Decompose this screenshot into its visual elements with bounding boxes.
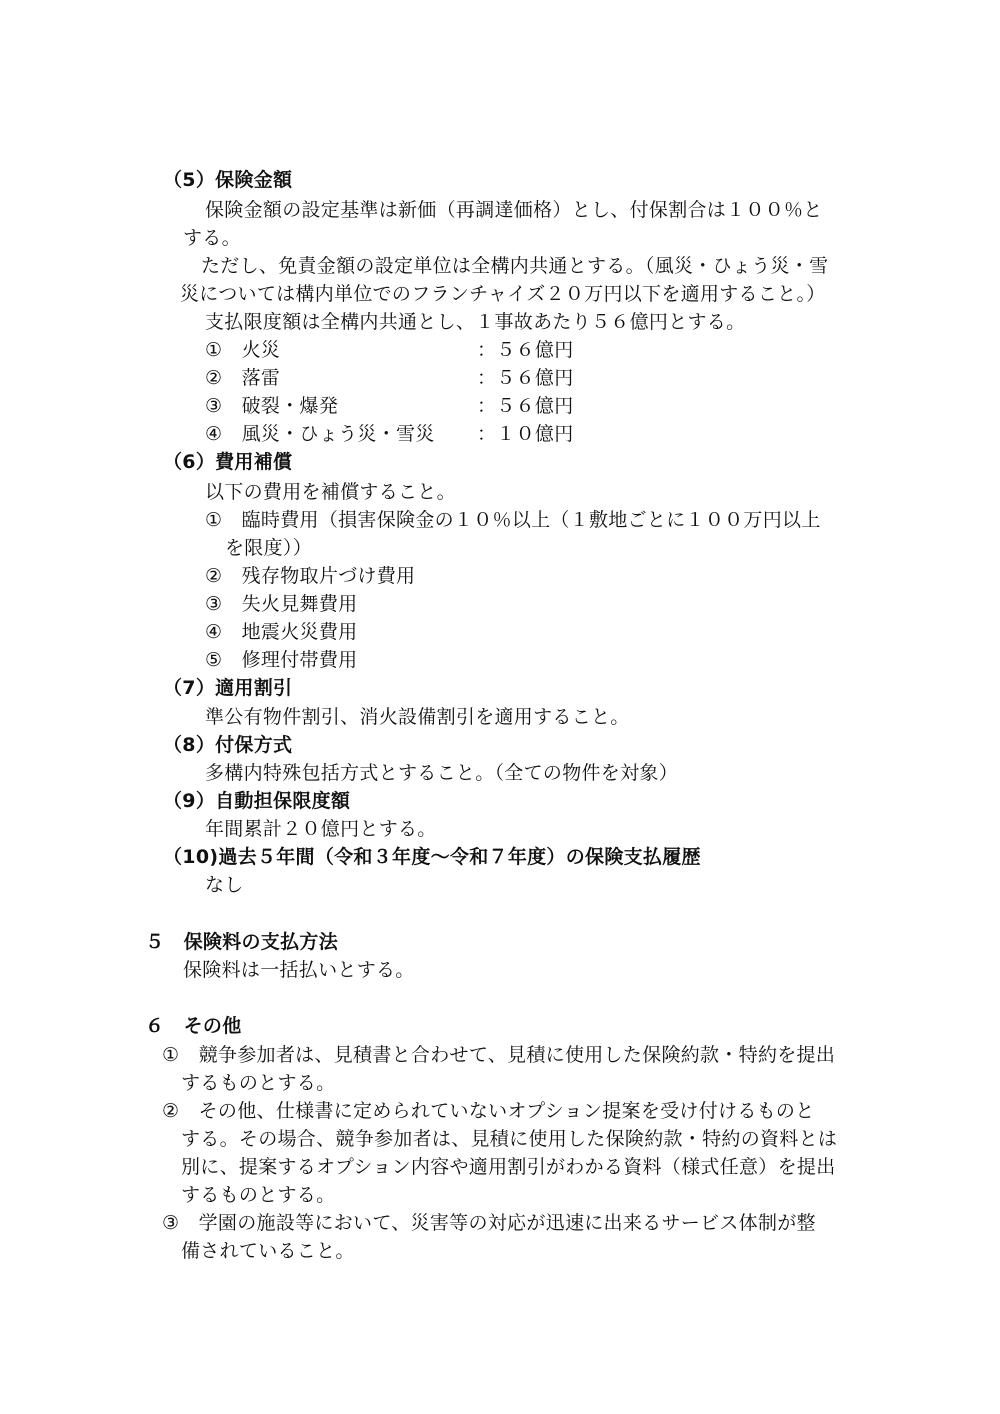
limit-label: ③ 破裂・爆発 [205,395,339,417]
s9-body: 年間累計２０億円とする。 [205,818,437,840]
other-item-2-line-4: するものとする。 [181,1184,336,1206]
other-item-3-line-2: 備されていること。 [181,1240,355,1262]
s6-item-2: ② 残存物取片づけ費用 [205,565,416,587]
section-6-heading: （6）費用補償 [163,451,293,473]
limit-value: ：５６億円 [477,339,574,361]
chapter-6-heading: ６ その他 [145,1015,242,1037]
s5-paragraph-3: 支払限度額は全構内共通とし、１事故あたり５６億円とする。 [205,311,746,333]
section-7-heading: （7）適用割引 [163,677,293,699]
chapter-5-body: 保険料は一括払いとする。 [183,959,415,981]
s5-paragraph-1-line-1: 保険金額の設定基準は新価（再調達価格）とし、付保割合は１００％と [205,199,823,221]
s6-item-1-line-1: ① 臨時費用（損害保険金の１０％以上（１敷地ごとに１００万円以上 [205,509,821,531]
limit-value: ：１０億円 [477,423,574,445]
s5-paragraph-1-line-2: する。 [183,227,241,249]
s6-item-1-line-2: を限度）） [225,537,313,559]
other-item-2-line-3: 別に、提案するオプション内容や適用割引がわかる資料（様式任意）を提出 [181,1156,836,1178]
limit-value: ：５６億円 [477,367,574,389]
s6-intro: 以下の費用を補償すること。 [205,481,456,503]
other-item-2-line-1: ② その他、仕様書に定められていないオプション提案を受け付けるものと [162,1100,815,1122]
other-item-2-line-2: する。その場合、競争参加者は、見積に使用した保険約款・特約の資料とは [181,1128,838,1150]
s6-item-5: ⑤ 修理付帯費用 [205,649,358,671]
s6-item-3: ③ 失火見舞費用 [205,593,358,615]
other-item-1-line-1: ① 競争参加者は、見積書と合わせて、見積に使用した保険約款・特約を提出 [162,1044,836,1066]
limit-row [205,336,574,364]
other-item-3-line-1: ③ 学園の施設等において、災害等の対応が迅速に出来るサービス体制が整 [162,1212,816,1234]
limit-label: ① 火災 [205,339,281,361]
limit-row [205,420,574,448]
limit-row [205,392,574,420]
s5-paragraph-2-line-2: 災については構内単位でのフランチャイズ２０万円以下を適用すること。） [180,283,826,305]
s7-body: 準公有物件割引、消火設備割引を適用すること。 [205,706,630,728]
s8-body: 多構内特殊包括方式とすること。（全ての物件を対象） [205,762,679,784]
limit-label: ② 落雷 [205,367,281,389]
s5-paragraph-2-line-1: ただし、免責金額の設定単位は全構内共通とする。（風災・ひょう災・雪 [201,255,829,277]
limit-row [205,364,574,392]
limit-label: ④ 風災・ひょう災・雪災 [205,423,435,445]
limit-value: ：５６億円 [477,395,574,417]
section-9-heading: （9）自動担保限度額 [163,790,351,812]
other-item-1-line-2: するものとする。 [181,1072,336,1094]
section-10-heading: （10)過去５年間（令和３年度～令和７年度）の保険支払履歴 [163,846,701,868]
section-8-heading: （8）付保方式 [163,734,293,756]
s6-item-4: ④ 地震火災費用 [205,621,358,643]
s10-body: なし [205,874,244,896]
chapter-5-heading: ５ 保険料の支払方法 [145,931,339,953]
section-5-heading: （5）保険金額 [163,169,293,191]
